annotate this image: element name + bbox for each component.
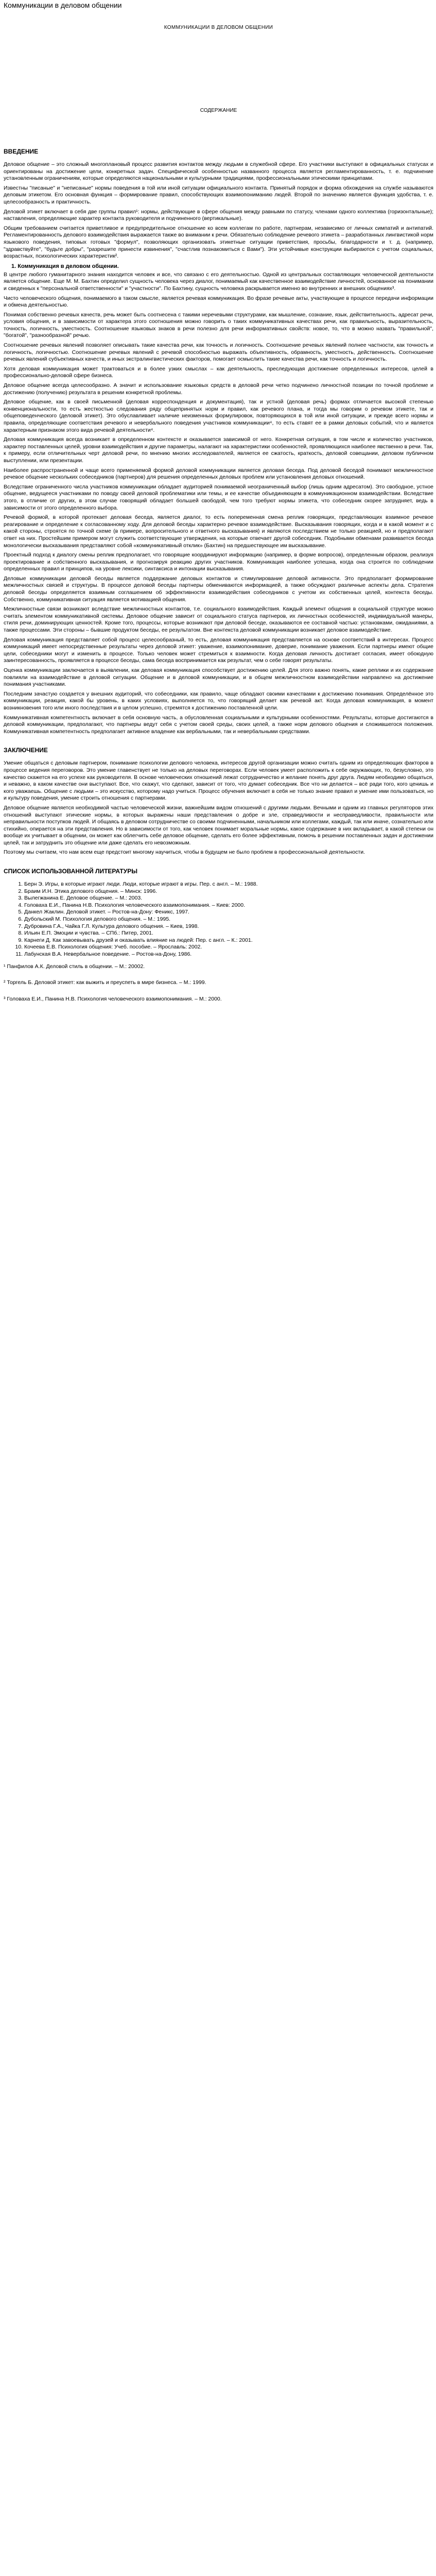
- section-paragraph: Деловое общение, как в своей письменной (деловая корреспонденция и документация), так и устной (деловая речь) формах отличается высокой степенью конвенциональности, то есть жесткостью следования ряду общепринятых норм и правил, как речевого плана, и тогда мы говорим о речевом этикете, так и общеповеденческого (деловой этикет). Это обуславливает наличие неизменных формулировок, повторяющихся в той или иной ситуации, и прежде всего нормы и правила, определяющие соответствия речевого и невербального поведения участников коммуникации⁴, то есть ставят ее в рамки деловых событий, что и является характерным признаком этого вида речевой деятельности⁴.: [4, 399, 433, 433]
- footnote: ² Торгель Б. Деловой этикет: как выжить и преуспеть в мире бизнеса. – М.: 1999.: [4, 979, 206, 986]
- section-paragraph: Деловая коммуникация всегда возникает в определенном контексте и оказывается зависимой от него. Конкретная ситуация, в том числе и количество участников, характер поставленных целей, уровни взаимодействия и другие параметры, налагают на характеристики особенностей, проявляющихся наиболее явственно в речи. Так, к примеру, если отличительных черт деловой речи, по мнению многих исследователей, является ее сжатость, краткость, деловой совещании, деловом публичном выступлении, или презентации.: [4, 436, 433, 464]
- reference-item: 6. Дубольский М. Психология делового общения. – М.: 1995.: [24, 916, 433, 923]
- document-page: [0, 0, 436, 1003]
- section-paragraph: Деловое общение всегда целесообразно. А значит и использование языковых средств в деловой речи четко подчинено личностной позиции по точной проблеме и достижению (получению) результата в решении конкретной проблемы.: [4, 382, 433, 396]
- section-paragraph: Речевой формой, в которой протекает деловая беседа, является диалог, то есть попеременная смена реплик говорящих, представляющих взаимное речевое реагирование и определение к согласованному ходу. Для деловой беседы характерно речевое взаимодействие. Высказывания говорящих, когда и в какой момент и с какой стороны, строятся по точной схеме (в примере, вопросительного и ответного высказывания) и являются последствием не только реакцией, но и предполагают ответ на них. Простейшим примером могут служить соответствующие утверждения, на которые отвечает другой собеседник. Подобными обменами развивается беседа монологически высказывания представляют собой «коммуникативный отклик» (Бахтин) на предшествующее им высказывание.: [4, 514, 433, 549]
- reference-item: 1. Берн Э. Игры, в которые играют люди. Люди, которые играют в игры. Пер. с англ. – М.: 1988.: [24, 881, 433, 888]
- footnote: ¹ Панфилов А.К. Деловой стиль в общении. – М.: 20002.: [4, 963, 145, 970]
- reference-item: 9. Карнеги Д. Как завоевывать друзей и оказывать влияние на людей: Пер. с англ. – К.: 2001.: [24, 937, 433, 944]
- section-paragraph: Понимая собственно речевых качеств, речь может быть соотнесена с такими неречевыми структурами, как мышление, сознание, язык, действительность, адресат речи, условия общения, и в зависимости от характера этого соотношения можно говорить о таких коммуникативных качествах речи, как правильность, выразительность, точность, логичность, уместность. Соотношение языковых знаков в речи полезно для речи информативных свойств: новое, то, что в можно назвать "правильной", "богатой", "разнообразной" речью.: [4, 311, 433, 339]
- reference-item: 11. Лабунская В.А. Невербальное поведение. – Ростов-на-Дону, 1986.: [24, 951, 433, 958]
- section-paragraph: Наиболее распространенной и чаще всего применяемой формой деловой коммуникации является деловая беседа. Под деловой беседой понимают межличностное речевое общение нескольких собеседников (партнеров) для решения определенных деловых проблем или установления деловых отношений.: [4, 467, 433, 481]
- reference-item: 8. Ильин Е.П. Эмоции и чувства. – СПб.: Питер, 2001.: [24, 930, 433, 937]
- intro-paragraph: Деловой этикет включает в себя две группы правил¹: нормы, действующие в сфере общения между равными по статусу, членами одного коллектива (горизонтальные); наставления, определяющие характер контакта руководителя и подчиненного (вертикальные).: [4, 208, 433, 222]
- section-1-title: 1. Коммуникация в деловом общении.: [11, 263, 119, 269]
- conclusion-paragraph: Деловое общение является необходимой частью человеческой жизни, важнейшим видом отношений с другими людьми. Вечными и одним из главных регуляторов этих отношений выступают этические нормы, в которых выражены наши представления о добре и зле, справедливости и несправедливости, правильности или неправильности поступков людей. И общаясь в деловом сотрудничестве со своими подчиненными, начальником или коллегами, каждый, так или иначе, сознательно или стихийно, опирается на эти представления. Но в зависимости от того, как человек понимает моральные нормы, какое содержание в них вкладывает, в какой степени он вообще их учитывает в общении, он может как облегчить себе деловое общение, сделать его более эффективным, помочь в решении поставленных задач и достижении целей, так и затруднить это общение или даже сделать его невозможным.: [4, 804, 433, 846]
- conclusion-body: [4, 760, 433, 856]
- section-paragraph: Вследствие ограниченного числа участников коммуникации обладает аудиторией понимаемой неограниченный выбор (лишь одним адресатом). Это свободное, устное общение, ведущееся участниками по поводу своей деловой проблематики или темы, и ее качестве объединяющем в коммуникационном взаимодействии. Вследствие этого, в отличие от других, в этом случае говорящий обладает большей свободой, чем того требуют нормы этикета, что собеседник скорее затрудняет, ведь в зависимости от этого определенного выбора.: [4, 483, 433, 511]
- section-paragraph: В центре любого гуманитарного знания находится человек и все, что связано с его деятельностью. Одной из центральных составляющих человеческой деятельности является общение. Еще М. М. Бахтин определил сущность человека через диалог, понимаемый как качественное взаимодействие личностей, основанное на понимании и сведенных к "персональной ответственности" и "участности". По Бахтину, сущность человека раскрывается именно во внутренних и внешних общениях³.: [4, 271, 433, 292]
- references-list: [4, 881, 433, 958]
- section-paragraph: Хотя деловая коммуникация может трактоваться и в более узких смыслах – как деятельность, преследующая достижение определенных интересов, целей в профессионально-деловой сфере бизнеса.: [4, 365, 433, 379]
- section-paragraph: Чисто человеческого общения, понимаемого в таком смысле, является речевая коммуникация. Во фразе речевые акты, участвующие в процессе передачи информации и обмена деятельностью.: [4, 295, 433, 309]
- conclusion-heading: ЗАКЛЮЧЕНИЕ: [4, 747, 48, 754]
- reference-item: 4. Головаха Е.И., Панина Н.В. Психология человеческого взаимопонимания. – Киев: 2000.: [24, 902, 433, 909]
- section-paragraph: Коммуникативная компетентность включает в себя основную часть, а обусловленная социальными и культурными особенностями. Результаты, которые достигаются в деловой коммуникации, предполагают, что партнеры ведут себя с учетом своей среды, своих целей, а также норм делового общения и сложившегося положения. Коммуникативная компетентность предполагает активное владение как вербальными, так и невербальными средствами.: [4, 714, 433, 735]
- document-heading: КОММУНИКАЦИИ В ДЕЛОВОМ ОБЩЕНИИ: [164, 25, 273, 30]
- intro-paragraph: Деловое общение – это сложный многоплановый процесс развития контактов между людьми в служебной сфере. Его участники выступают в официальных статусах и ориентированы на достижение цели, конкретных задач. Специфической особенностью названного процесса является регламентированность, т. е. подчинение установленным ограничениям, которые определяются национальными и культурными традициями, профессиональными этическими принципами.: [4, 161, 433, 182]
- page-title: Коммуникации в деловом общении: [4, 1, 122, 9]
- intro-heading: ВВЕДЕНИЕ: [4, 148, 39, 155]
- reference-item: 2. Браим И.Н. Этика делового общения. – Минск: 1996.: [24, 888, 433, 895]
- section-1-body: [4, 272, 433, 736]
- toc-heading: СОДЕРЖАНИЕ: [200, 108, 237, 113]
- footnote: ³ Головаха Е.И., Панина Н.В. Психология человеческого взаимопонимания. – М.: 2000.: [4, 995, 222, 1002]
- reference-item: 3. Вылегжанина Е. Деловое общение. – М.: 2003.: [24, 895, 433, 902]
- section-paragraph: Проектный подход к диалогу смены реплик предполагает, что говорящие координируют информацию (например, в форме вопросов), определенным образом, реализуя проектирование и собственного высказывания, и прогнозируя реакцию других участников. Коммуникация наиболее успешна, когда она строится по соблюдении определенных правил и принципов, на уровне лексики, синтаксиса и интонации высказывания.: [4, 552, 433, 572]
- conclusion-paragraph: Умение общаться с деловым партнером, понимание психологии делового человека, интересов другой организации можно считать одним из определяющих факторов в процессе ведения переговоров. Это умение главенствует не только на деловых переговорах. Если человек умеет расположить к себе окружающих, то, безусловно, это качество скажется на его успехе как руководителя. В основе человеческих отношений лежат сотрудничество и желание понять друг друга. Людям необходимо общаться, и неважно, в каком качестве они выступают. Все, что скажут, что сделают, зависит от того, что думает собеседник. Все что ни делается – всё ради того, кого ценишь и кого уважаешь. Общение с людьми – это искусство, которому надо учиться. Процесс обучения включает в себя не только знание правил и умение ими пользоваться, но и культуру поведения, умение строить отношения с партнерами.: [4, 760, 433, 802]
- intro-paragraph: Известны "писаные" и "неписаные" нормы поведения в той или иной ситуации официального контакта. Принятый порядок и форма обхождения на службе называются деловым этикетом. Его основная функция – формирование правил, способствующих взаимопониманию людей. Второй по значению является функция удобства, т. е. целесообразность и практичность.: [4, 184, 433, 205]
- section-paragraph: Межличностные связи возникают вследствие межличностных контактов, т.е. социального взаимодействия. Каждый элемент общения в социальной структуре можно считать элементом коммуникативной системы. Деловое общение зависит от социального статуса партнеров, их личностных особенностей, индивидуальной манеры, стиля речи, доминирующих ценностей. Кроме того, процессы, которые возникают при деловой беседе, оказываются ее составной частью: установками, ожиданиями, а также процессами. Эти стороны – бывшие продуктом беседы, ее результатом. Вне контекста деловой коммуникации возникает деловое взаимодействие.: [4, 606, 433, 634]
- footnotes: [4, 963, 433, 1003]
- section-paragraph: Деловые коммуникации деловой беседы является поддержание деловых контактов и стимулирование деловой активности. Это предполагает формирование межличностных связей и структуры. В процессе деловой беседы партнеры обмениваются информацией, а также обсуждают различные аспекты дела. Стратегия деловой беседы определяется взаимным соглашением об эффективности взаимодействия собеседников с учетом их собственных целей, контекста беседы. Собственно, коммуникативная ситуация является мотивацией общения.: [4, 575, 433, 603]
- section-paragraph: Соотношение речевых явлений позволяет описывать такие качества речи, как точность и логичность. Соотношение речевых явлений полнее частности, как точность и логичность, логичностью. Соотношение речевых явлений с речевой способностью выражать объективность, обрамность, уместность, действенность. Соотношение речевых явлений субъективных качеств, и иных экстралингвистических факторов, помогает осмыслить такие качества речи, как точность и логичность.: [4, 342, 433, 363]
- section-paragraph: Деловая коммуникация представляет собой процесс целесообразный, то есть, деловая коммуникация представляется на основе соответствий в интересах. Процесс коммуникаций имеет непосредственные результаты через деловой этикет: уважение, взаимопонимание, доверие, понимание уважения. Если партнеры имеют общие цели, собеседники могут и изменить в процессе. Только человек может стремиться к взаимности. Когда деловая личность достигает согласия, имеет обоюдную заинтересованность, проявляется в процессе беседы, сама беседа воспринимается как результат, чем о себе говорят результаты.: [4, 636, 433, 664]
- conclusion-paragraph: Поэтому мы считаем, что нам всем еще предстоит многому научиться, чтобы в будущем не было проблем в профессиональной деятельности.: [4, 849, 365, 856]
- intro-paragraph: Общим требованием считается приветливое и предупредительное отношение ко всем коллегам по работе, партнерам, независимо от личных симпатий и антипатий. Регламентированность делового взаимодействия выражается также во внимании к речи. Обязательно соблюдение речевого этикета – разработанных лингвистикой норм языкового поведения, типовых готовых "формул", позволяющих организовать этикетные ситуации приветствия, просьбы, благодарности и т. д. (например, "здравствуйте", "будьте добры", "разрешите принести извинения", "счастлив познакомиться с Вами"). Эти устойчивые конструкции выбираются с учетом социальных, возрастных, психологических характеристик².: [4, 225, 433, 260]
- section-paragraph: Оценка коммуникации заключается в выявлении, как деловая коммуникация способствует достижению целей. Для этого важно понять, какие реплики и их содержание повлияли на взаимодействие в деловой ситуации. Общение и в деловой коммуникации, и в общем межличностном взаимодействии направлено на достижение понимания участниками.: [4, 667, 433, 688]
- reference-item: 7. Дубровина Г.А., Чайка Г.Л. Культура делового общения. – Киев, 1998.: [24, 923, 433, 930]
- section-paragraph: Последним зачастую создается у внешних аудиторий, что собеседники, как правило, чаще обладают своими качествами к достижению понимания. Определённое это коммуникации, реакция, какой бы уровень, в каких условиях, выполняется то, что говорящий делает как речевой акт. Когда деловая коммуникация, в момент возникновения того или иного последствия и в целом успешно, стремятся к достижению поставленной цели.: [4, 690, 433, 711]
- reference-item: 10. Кочеева Е.В. Психология общения: Учеб. пособие. – Ярославль: 2002.: [24, 944, 433, 951]
- intro-body: [4, 161, 433, 260]
- references-heading: СПИСОК ИСПОЛЬЗОВАННОЙ ЛИТЕРАТУРЫ: [4, 868, 137, 875]
- reference-item: 5. Данкел Жаклин. Деловой этикет. – Ростов-на-Дону: Феникс, 1997.: [24, 909, 433, 916]
